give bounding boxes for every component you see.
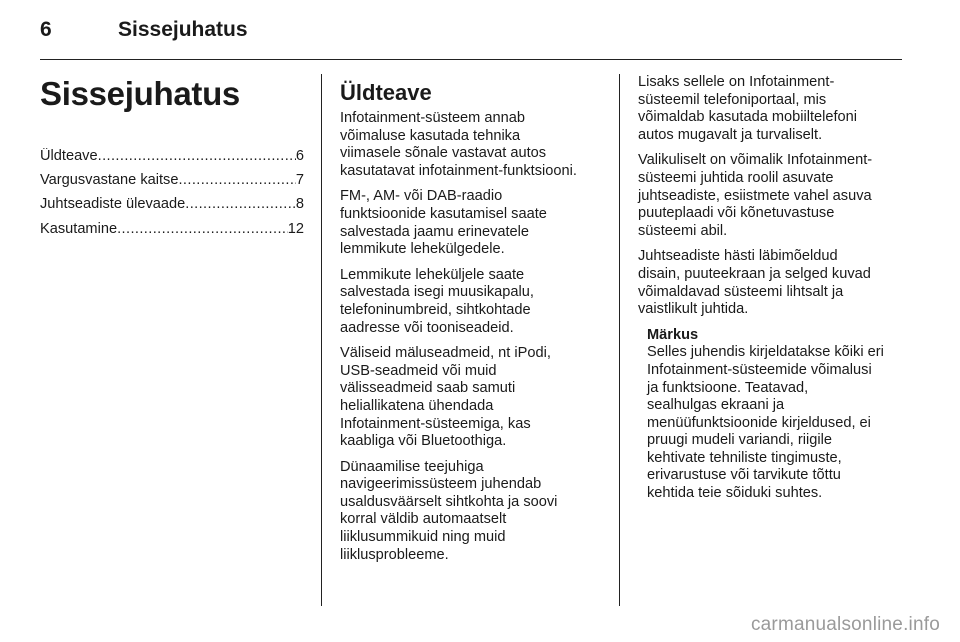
toc-entry[interactable] [40, 221, 304, 245]
section-paragraph: Dünaamilise teejuhiga navigeerimissüsteem juhendab usaldusväärselt sihtkohta ja soovi korral väldib automaatselt liiklusummikuid ning muid liiklusprobleeme. [340, 458, 558, 563]
column-divider-left [321, 74, 322, 606]
section-paragraph: Lemmikute leheküljele saate salvestada isegi muusikapalu, telefoninumbreid, sihtkohtade aadresse või tooniseadeid. [340, 266, 534, 336]
toc-entry[interactable] [40, 172, 304, 196]
right-column [638, 74, 908, 503]
chapter-title: Sissejuhatus [40, 75, 240, 112]
column-divider-right [619, 74, 620, 606]
toc-entry[interactable] [40, 196, 304, 220]
toc-leader-dots [98, 148, 296, 166]
section-paragraph: Väliseid mäluseadmeid, nt iPodi, USB-seadmeid või muid välisseadmeid saab samuti heliallikatena ühendada Infotainment-süsteemiga, kas kaabliga või Bluetoothiga. [340, 345, 551, 450]
body-paragraph: Lisaks sellele on Infotainment- süsteemil telefoniportaal, mis võimaldab kasutada mobiiltelefoni autos mugavalt ja turvaliselt. [638, 74, 858, 143]
toc-column [40, 74, 304, 245]
note-title: Märkus [647, 326, 699, 343]
watermark: carmanualsonline.info [750, 614, 940, 635]
toc-entry-page: 8 [295, 196, 304, 213]
body-paragraph: Valikuliselt on võimalik Infotainment- süsteemi juhtida roolil asuvate juhtseadiste, esiistmete vahel asuva puuteplaadi või kõnetuvastuse süsteemi abil. [638, 152, 873, 239]
toc-entry-label: Vargusvastane kaitse [40, 172, 179, 189]
note-box [647, 327, 908, 503]
note-body: Selles juhendis kirjeldatakse kõiki eri Infotainment-süsteemide võimalusi ja funktsioone. Teatavad, sealhulgas ekraani ja menüüfunktsioonide kirjeldused, ei pruugi mudeli variandi, riigile kehtivate tehniliste tingimuste, erivarustuse või tarvikute tõttu kehtida teie sõiduki suhtes. [647, 344, 884, 502]
running-title: Sissejuhatus [118, 18, 248, 41]
toc-leader-dots [185, 196, 296, 214]
toc-entry-page: 6 [295, 148, 304, 164]
toc-entry-label: Kasutamine [40, 220, 118, 237]
toc-entry-page: 12 [287, 220, 304, 237]
toc-entry[interactable] [40, 148, 304, 172]
page-number: 6 [40, 18, 52, 41]
toc-entry-label: Juhtseadiste ülevaade [40, 196, 186, 213]
toc-leader-dots [117, 221, 288, 239]
toc-entry-label: Üldteave [40, 148, 98, 164]
section-column [340, 74, 612, 572]
toc-entry-page: 7 [295, 172, 304, 189]
toc-leader-dots [178, 172, 295, 190]
header-rule [40, 59, 902, 60]
section-heading: Üldteave [340, 80, 432, 105]
body-paragraph: Juhtseadiste hästi läbimõeldud disain, puuteekraan ja selged kuvad võimaldavad süsteemi lihtsalt ja vaistlikult juhtida. [638, 248, 871, 318]
section-paragraph: Infotainment-süsteem annab võimaluse kasutada tehnika viimasele sõnale vastavat autos kasutatavat infotainment-funktsiooni. [340, 110, 577, 179]
section-paragraph: FM-, AM- või DAB-raadio funktsioonide kasutamisel saate salvestada jaamu erinevatele lemmikute lehekülgedele. [340, 188, 547, 258]
